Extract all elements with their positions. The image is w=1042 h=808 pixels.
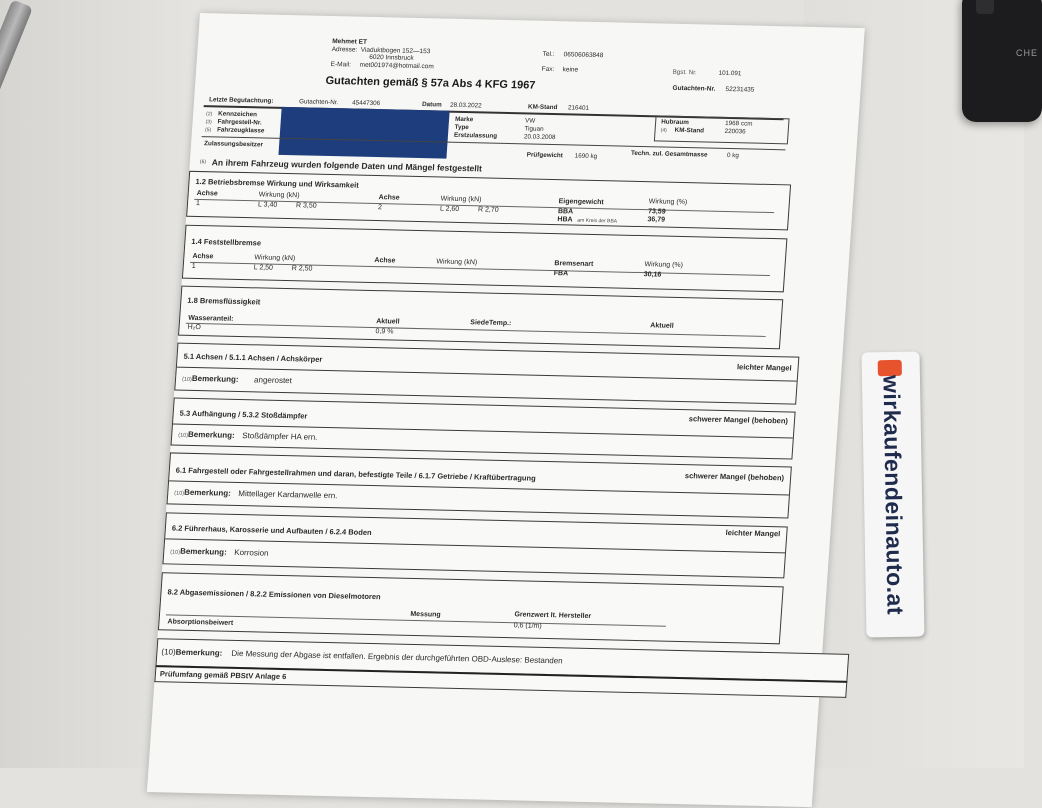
last-gutachten-value: 45447306 bbox=[351, 99, 381, 108]
sb-hba-value: 36,79 bbox=[647, 216, 666, 224]
defect-3-rem-label: Bemerkung: bbox=[183, 487, 232, 498]
defect-3-severity: schwerer Mangel (behoben) bbox=[684, 471, 785, 483]
last-km-label: KM-Stand bbox=[527, 103, 558, 112]
gesamtmasse-label: Techn. zul. Gesamtmasse bbox=[630, 149, 708, 159]
intro-text: An ihrem Fahrzeug wurden folgende Daten und Mängel festgestellt bbox=[211, 157, 483, 174]
defect-4-severity: leichter Mangel bbox=[725, 528, 781, 539]
sb-hba-note: am Kreis der BBA bbox=[577, 217, 618, 225]
bf-col-wasser: Wasseranteil: bbox=[187, 314, 234, 323]
marke-value: VW bbox=[524, 117, 536, 125]
erstzulassung-label: Erstzulassung bbox=[453, 131, 498, 140]
defect-4-rem-label: Bemerkung: bbox=[179, 546, 228, 557]
gutachten-nr-label: Gutachten-Nr. bbox=[672, 84, 716, 93]
device-label: CHE bbox=[1015, 48, 1038, 58]
defect-1-remark: angerostet bbox=[253, 375, 293, 386]
address-line1: Viaduktbogen 152—153 bbox=[360, 46, 431, 56]
pb-col-achse2: Achse bbox=[374, 257, 396, 265]
emissions-grenzwert-value: 0,6 (1/m) bbox=[513, 622, 542, 630]
sb-col-wirkung: Wirkung (kN) bbox=[258, 191, 300, 200]
km-stand-value: 220036 bbox=[724, 127, 746, 136]
bf-col-aktuell2: Aktuell bbox=[650, 322, 674, 330]
gesamtmasse-value: 0 kg bbox=[726, 151, 740, 160]
sb-r2: R 2,70 bbox=[477, 206, 499, 214]
bf-h2o-value: 0,9 % bbox=[375, 328, 394, 336]
erstzulassung-value: 20.03.2008 bbox=[523, 133, 556, 142]
defect-2-remark: Stoßdämpfer HA ern. bbox=[241, 431, 318, 442]
zulassungsbesitzer-label: Zulassungsbesitzer bbox=[203, 140, 264, 149]
black-device bbox=[962, 0, 1042, 122]
fahrzeugklasse-label: Fahrzeugklasse bbox=[216, 126, 265, 135]
pb-col-achse: Achse bbox=[192, 252, 214, 261]
pb-art: FBA bbox=[553, 270, 569, 278]
address-label: Adresse: bbox=[331, 46, 358, 54]
sb-col-wirkung-pct: Wirkung (%) bbox=[648, 198, 688, 207]
pruefgewicht-label: Prüfgewicht bbox=[526, 151, 564, 160]
vehicle-num-4: (4) bbox=[660, 127, 667, 134]
sb-col-achse: Achse bbox=[196, 189, 218, 198]
defect-4-remark-row bbox=[163, 538, 785, 577]
last-datum-value: 28.03.2022 bbox=[449, 101, 482, 110]
document-title: Gutachten gemäß § 57a Abs 4 KFG 1967 bbox=[325, 74, 536, 92]
parking-brake-title: 1.4 Feststellbremse bbox=[191, 236, 262, 248]
bf-h2o: H₂O bbox=[187, 323, 202, 332]
fahrgestell-label: Fahrgestell-Nr. bbox=[217, 118, 262, 127]
defect-1-title: 5.1 Achsen / 5.1.1 Achsen / Achskörper bbox=[183, 351, 323, 364]
sb-col-eigengewicht: Eigengewicht bbox=[558, 198, 604, 207]
tel-value: 06506063848 bbox=[563, 51, 604, 60]
bf-col-siede: SiedeTemp.: bbox=[470, 319, 512, 328]
brake-fluid-box bbox=[178, 286, 783, 350]
footer-text: Prüfumfang gemäß PBStV Anlage 6 bbox=[159, 669, 287, 682]
emissions-row-label: Absorptionsbeiwert bbox=[167, 618, 234, 627]
inspection-report-paper bbox=[147, 13, 865, 807]
defect-box-4 bbox=[162, 512, 787, 578]
defect-box-1 bbox=[174, 343, 799, 405]
intro-num: (6) bbox=[199, 159, 207, 166]
hubraum-label: Hubraum bbox=[660, 118, 690, 127]
defect-2-title: 5.3 Aufhängung / 5.3.2 Stoßdämpfer bbox=[179, 408, 308, 421]
bgst-label: Bgst. Nr. bbox=[672, 68, 697, 77]
defect-1-num: (10) bbox=[181, 376, 192, 383]
pb-pct: 30,16 bbox=[643, 271, 662, 279]
last-datum-label: Datum bbox=[421, 101, 442, 109]
bgst-value: 101.091 bbox=[718, 69, 742, 78]
car-logo-icon bbox=[878, 360, 902, 376]
defect-1-severity: leichter Mangel bbox=[736, 362, 792, 373]
defect-2-num: (10) bbox=[177, 432, 189, 439]
defect-1-remark-row bbox=[175, 367, 796, 404]
emissions-col-grenzwert: Grenzwert lt. Hersteller bbox=[514, 611, 592, 621]
last-gutachten-label: Gutachten-Nr. bbox=[298, 98, 339, 107]
type-value: Tiguan bbox=[524, 125, 544, 133]
email-label: E-Mail: bbox=[330, 60, 352, 69]
defect-3-remark-row bbox=[168, 480, 789, 517]
hubraum-value: 1968 ccm bbox=[724, 119, 753, 128]
sb-achse2: 2 bbox=[377, 204, 383, 212]
marke-label: Marke bbox=[454, 115, 474, 124]
sb-hba: HBA bbox=[557, 216, 573, 224]
pb-col-wirkung2: Wirkung (kN) bbox=[436, 258, 478, 267]
sb-achse1: 1 bbox=[195, 199, 201, 208]
defect-2-severity: schwerer Mangel (behoben) bbox=[688, 414, 789, 426]
sb-col-wirkung2: Wirkung (kN) bbox=[440, 195, 482, 204]
defect-1-rem-label: Bemerkung: bbox=[191, 373, 239, 384]
wirkaufendeinauto-sticker bbox=[862, 352, 925, 638]
sb-r1: R 3,50 bbox=[295, 202, 317, 210]
fax-value: keine bbox=[562, 66, 579, 74]
defect-4-remark: Korrosion bbox=[234, 547, 269, 558]
service-brake-title: 1.2 Betriebsbremse Wirkung und Wirksamkeit bbox=[195, 176, 360, 190]
gutachten-nr-value: 52231435 bbox=[725, 85, 755, 94]
general-remark-num: (10) bbox=[161, 647, 176, 657]
pb-col-wirkung-pct: Wirkung (%) bbox=[644, 261, 684, 270]
emissions-box bbox=[158, 572, 784, 644]
defect-4-title: 6.2 Führerhaus, Karosserie und Aufbauten / 6.2.4 Boden bbox=[171, 523, 372, 538]
general-remark-text: Die Messung der Abgase ist entfallen. Ergebnis der durchgeführten OBD-Auslese: Bestanden bbox=[231, 648, 563, 666]
pb-r: R 2,50 bbox=[291, 265, 313, 273]
owner-name: Mehmet ET bbox=[331, 38, 368, 46]
type-label: Type bbox=[454, 123, 470, 132]
defect-4-num: (10) bbox=[170, 549, 181, 556]
sb-col-achse2: Achse bbox=[378, 194, 400, 202]
vehicle-num-5: (5) bbox=[204, 127, 212, 134]
vehicle-num-3: (3) bbox=[205, 119, 212, 126]
sb-bba: BBA bbox=[557, 208, 574, 216]
pb-col-wirkung: Wirkung (kN) bbox=[254, 254, 296, 263]
defect-3-remark: Mittellager Kardanwelle ern. bbox=[238, 488, 338, 501]
pb-col-bremsenart: Bremsenart bbox=[554, 260, 594, 268]
defect-3-num: (10) bbox=[174, 490, 185, 497]
defect-2-rem-label: Bemerkung: bbox=[187, 429, 236, 440]
general-remark-label: Bemerkung: bbox=[175, 647, 223, 658]
vehicle-num-2: (2) bbox=[205, 111, 213, 118]
tel-label: Tel.: bbox=[542, 50, 555, 59]
parking-brake-box bbox=[182, 225, 788, 293]
sb-l1: L 3,40 bbox=[257, 201, 278, 209]
defect-3-title: 6.1 Fahrgestell oder Fahrgestellrahmen und daran, befestigte Teile / 6.1.7 Getriebe / Kraftübertragung bbox=[175, 465, 537, 483]
pruefgewicht-value: 1690 kg bbox=[574, 152, 598, 161]
fax-label: Fax: bbox=[541, 65, 555, 74]
bf-col-aktuell: Aktuell bbox=[375, 318, 400, 326]
defect-box-2 bbox=[171, 398, 796, 460]
last-km-value: 216401 bbox=[567, 104, 590, 112]
emissions-title: 8.2 Abgasemissionen / 8.2.2 Emissionen von Dieselmotoren bbox=[167, 587, 381, 602]
address-line2: 6020 Innsbruck bbox=[368, 53, 414, 62]
sb-l2: L 2,60 bbox=[439, 205, 460, 213]
defect-2-remark-row bbox=[172, 423, 793, 458]
brake-fluid-title: 1.8 Bremsflüssigkeit bbox=[187, 295, 261, 307]
emissions-col-messung: Messung bbox=[410, 610, 441, 619]
km-stand-label: KM-Stand bbox=[674, 126, 705, 135]
service-brake-box bbox=[186, 171, 791, 231]
sb-bba-value: 73,59 bbox=[647, 208, 666, 216]
defect-box-3 bbox=[167, 452, 792, 518]
device-knob bbox=[976, 0, 994, 14]
kennzeichen-label: Kennzeichen bbox=[217, 110, 258, 119]
pb-achse: 1 bbox=[191, 262, 196, 270]
email-value: met001974@hotmail.com bbox=[359, 61, 435, 71]
redaction-bar bbox=[278, 107, 449, 159]
sticker-text: wirkaufendeinauto.at bbox=[878, 374, 909, 615]
pb-l: L 2,50 bbox=[253, 264, 274, 272]
last-inspection-label: Letzte Begutachtung: bbox=[208, 96, 274, 105]
